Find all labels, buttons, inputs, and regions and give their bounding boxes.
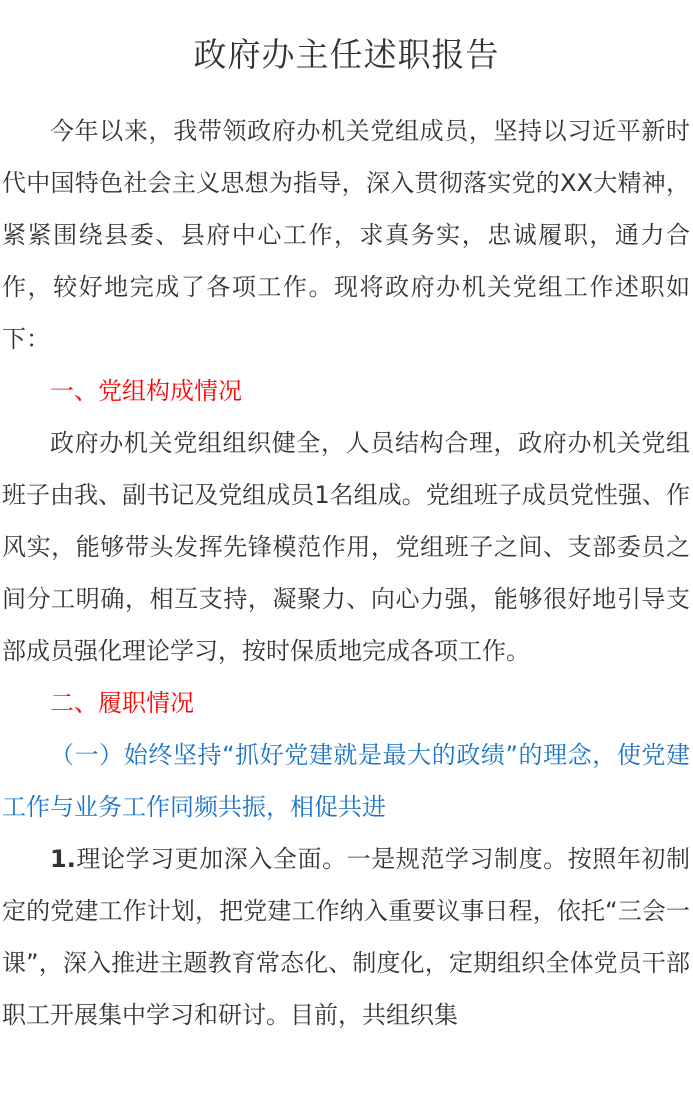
theory-study-paragraph [2,833,690,1041]
section-heading-party-group-composition: 一、党组构成情况 [50,377,242,405]
item-number: 1. [50,845,76,873]
section-heading-duty-performance: 二、履职情况 [50,689,194,717]
party-group-composition-paragraph: 政府办机关党组组织健全，人员结构合理，政府办机关党组班子由我、副书记及党组成员1名组成。党组班子成员党性强、作风实，能够带头发挥先锋模范作用，党组班子之间、支部委员之间分工明确，相互支持，凝聚力、向心力强，能够很好地引导支部成员强化理论学习，按时保质地完成各项工作。 [2,429,690,665]
document-title: 政府办主任述职报告 [193,35,500,74]
document-body [2,105,690,1041]
theory-study-text: 理论学习更加深入全面。一是规范学习制度。按照年初制定的党建工作计划，把党建工作纳入重要议事日程，依托“三会一课”，深入推进主题教育常态化、制度化，定期组织全体党员干部职工开展集中学习和研讨。目前，共组织集 [2,845,690,1029]
subsection-heading-party-building: （一）始终坚持“抓好党建就是最大的政绩”的理念，使党建工作与业务工作同频共振，相促共进 [2,741,690,821]
intro-paragraph: 今年以来，我带领政府办机关党组成员，坚持以习近平新时代中国特色社会主义思想为指导，深入贯彻落实党的XX大精神，紧紧围绕县委、县府中心工作，求真务实，忠诚履职，通力合作，较好地完成了各项工作。现将政府办机关党组工作述职如下： [2,117,690,353]
